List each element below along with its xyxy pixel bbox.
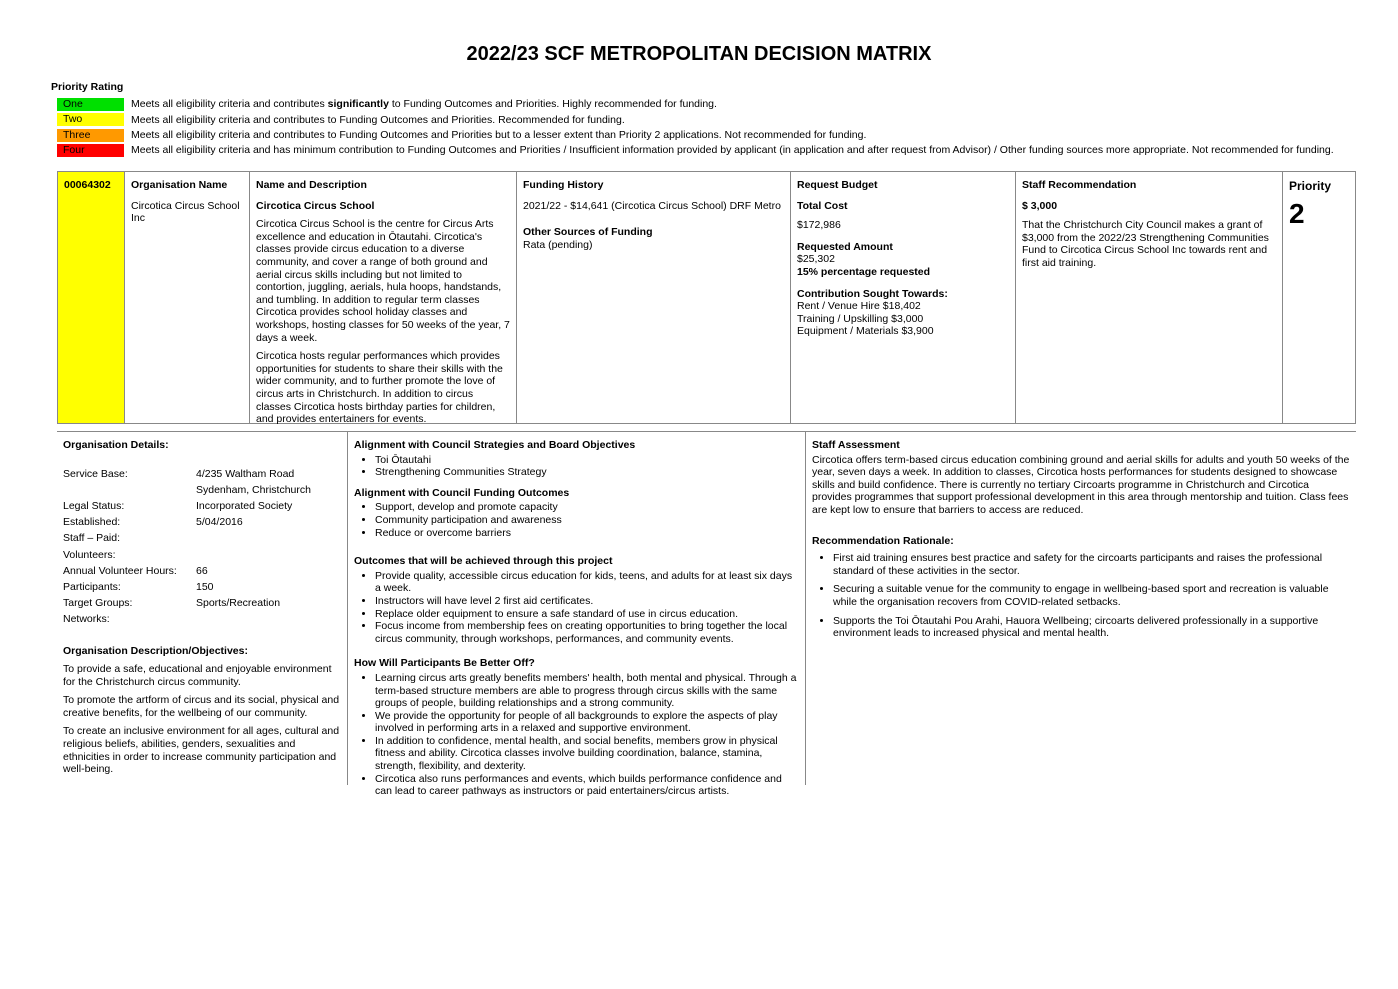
legend-row	[57, 112, 1334, 127]
detail-row	[63, 613, 341, 626]
legend-description: Meets all eligibility criteria and contributes significantly to Funding Outcomes and Priorities. Highly recommended for funding.	[131, 98, 717, 111]
list-item: • Toi Ōtautahi	[375, 454, 799, 467]
total-cost-label: Total Cost	[797, 199, 848, 212]
list-item: • Provide quality, accessible circus education for kids, teens, and adults for at least six days a week.	[375, 570, 799, 595]
requested-amount-value: $25,302	[797, 253, 835, 266]
strategies-heading: Alignment with Council Strategies and Board Objectives	[354, 439, 636, 451]
application-table	[57, 171, 1356, 424]
detail-value: 66	[196, 564, 208, 577]
list-item: • Support, develop and promote capacity	[375, 501, 799, 514]
staff-assessment-heading: Staff Assessment	[812, 439, 900, 451]
detail-label: Legal Status:	[63, 499, 125, 512]
list-item: • Replace older equipment to ensure a safe standard of use in circus education.	[375, 608, 799, 621]
page-title: 2022/23 SCF METROPOLITAN DECISION MATRIX	[466, 43, 932, 65]
legend-row	[57, 97, 1334, 112]
contribution-item: Training / Upskilling $3,000	[797, 312, 924, 325]
organisation-name-cell	[125, 172, 250, 423]
detail-value	[196, 613, 341, 626]
legend-description: Meets all eligibility criteria and contributes to Funding Outcomes and Priorities but to a lesser extent than Priority 2 applications. Not recommended for funding.	[131, 128, 867, 141]
list-item: • Securing a suitable venue for the community to engage in wellbeing-based sport and recreation is valuable while the organisation recovers from COVID-related setbacks.	[833, 583, 1350, 608]
priority-swatch: Four	[57, 144, 124, 157]
priority-header: Priority	[1289, 179, 1332, 193]
detail-row	[63, 500, 341, 513]
funding-history-line: 2021/22 - $14,641 (Circotica Circus School) DRF Metro	[523, 199, 781, 212]
detail-label: Networks:	[63, 613, 110, 626]
detail-row	[63, 565, 341, 578]
staff-recommendation-text: That the Christchurch City Council makes a grant of $3,000 from the 2022/23 Strengthening Communities Fund to Circotica Circus School Inc towards rent and first aid training.	[1022, 219, 1269, 269]
list-item: • Supports the Toi Ōtautahi Pou Arahi, Hauora Wellbeing; circoarts delivered professionally in a supportive environment leads to increased physical and mental health.	[833, 615, 1350, 640]
organisation-name-header: Organisation Name	[131, 179, 228, 191]
legend-description: Meets all eligibility criteria and has minimum contribution to Funding Outcomes and Priorities / Insufficient information provided by applicant (in application and after request from Advisor) / Other funding sources more appropriate. Not recommended for funding.	[131, 144, 1334, 157]
detail-value	[196, 532, 341, 545]
list-item: • Strengthening Communities Strategy	[375, 466, 799, 479]
detail-value: Sydenham, Christchurch	[196, 483, 311, 496]
objective: To promote the artform of circus and its social, physical and creative benefits, for the wellbeing of our community.	[63, 694, 340, 719]
staff-recommended-amount: $ 3,000	[1022, 199, 1058, 212]
funding-history-header: Funding History	[523, 179, 604, 191]
description-header: Name and Description	[256, 179, 367, 191]
alignment-section	[348, 432, 806, 798]
list-item: • Circotica also runs performances and events, which builds performance confidence and can lead to career pathways as instructors or paid entertainers/circus artists.	[375, 773, 799, 798]
priority-cell	[1283, 172, 1355, 423]
project-outcomes-list	[354, 570, 799, 646]
detail-label: Participants:	[63, 580, 121, 593]
staff-assessment-section	[806, 432, 1356, 785]
staff-recommendation-cell	[1016, 172, 1283, 423]
requested-amount-label: Requested Amount	[797, 240, 893, 253]
organisation-fields	[63, 468, 341, 626]
organisation-details	[57, 432, 348, 785]
better-off-list	[354, 672, 799, 798]
detail-label: Established:	[63, 516, 121, 529]
total-cost-value: $172,986	[797, 219, 841, 232]
detail-row	[63, 516, 341, 529]
detail-row	[63, 581, 341, 594]
list-item: • In addition to confidence, mental health, and social benefits, members grow in physical fitness and ability. Circotica classes involve building coordination, balance, stamina, strength, flexibility, and dexterity.	[375, 735, 799, 773]
list-item: • Focus income from membership fees on creating opportunities to bring together the local circus community, through workshops, performances, and community events.	[375, 620, 799, 645]
list-item: • We provide the opportunity for people of all backgrounds to explore the aspects of play involved in performing arts in a relaxed and supportive environment.	[375, 710, 799, 735]
other-sources-value: Rata (pending)	[523, 238, 593, 251]
list-item: • Reduce or overcome barriers	[375, 527, 799, 540]
detail-label	[63, 484, 196, 497]
priority-value: 2	[1289, 198, 1305, 230]
other-sources-label: Other Sources of Funding	[523, 226, 653, 239]
priority-swatch: One	[57, 98, 124, 111]
project-outcomes-heading: Outcomes that will be achieved through this project	[354, 555, 613, 568]
legend-row	[57, 128, 1334, 143]
organisation-details-heading: Organisation Details:	[63, 439, 169, 451]
staff-assessment-text: Circotica offers term-based circus education combining ground and aerial skills for adults and youth 50 weeks of the year, seven days a week. In addition to classes, Circotica hosts performances for students designed to showcase skills and build confidence. There is currently no tertiary Circoarts programme in Christchurch and Circotica provides programmes that support professional development in this area through mentorship and tuition. Class fees are kept low to ensure that barriers to access are reduced.	[812, 453, 1350, 516]
detail-label: Volunteers:	[63, 548, 116, 561]
detail-value: Sports/Recreation	[196, 597, 281, 610]
list-item: • First aid training ensures best practice and safety for the circoarts participants and raises the professional standard of these activities in the sector.	[833, 552, 1350, 577]
list-item: • Learning circus arts greatly benefits members' health, both mental and physical. Through a term-based structure members are able to progress through circus skills with the same groups of people, building relationships and a strong community.	[375, 672, 799, 710]
contribution-item: Rent / Venue Hire $18,402	[797, 300, 921, 313]
request-budget-header: Request Budget	[797, 179, 878, 191]
better-off-heading: How Will Participants Be Better Off?	[354, 657, 535, 670]
details-section	[57, 431, 1356, 798]
list-item: • Community participation and awareness	[375, 514, 799, 527]
detail-value: 4/235 Waltham Road	[196, 467, 295, 480]
priority-swatch: Two	[57, 113, 124, 126]
detail-label: Target Groups:	[63, 597, 133, 610]
detail-value: 150	[196, 580, 214, 593]
objective: To create an inclusive environment for all ages, cultural and religious beliefs, abilities, genders, sexualities and ethnicities in order to increase community participation and well-being.	[63, 725, 340, 776]
rationale-list	[812, 552, 1350, 640]
detail-value: Incorporated Society	[196, 499, 293, 512]
funding-history-cell	[517, 172, 791, 423]
detail-row	[63, 484, 341, 497]
legend-description: Meets all eligibility criteria and contributes to Funding Outcomes and Priorities. Recommended for funding.	[131, 113, 625, 126]
detail-row	[63, 532, 341, 545]
contribution-item: Equipment / Materials $3,900	[797, 325, 934, 338]
organisation-name: Circotica Circus School Inc	[131, 199, 240, 225]
priority-rating-heading: Priority Rating	[51, 81, 124, 93]
contribution-label: Contribution Sought Towards:	[797, 287, 948, 300]
organisation-description-heading: Organisation Description/Objectives:	[63, 645, 248, 658]
description-cell	[250, 172, 517, 426]
priority-legend	[57, 97, 1334, 158]
detail-row	[63, 468, 341, 481]
description-paragraph-1: Circotica Circus School is the centre for Circus Arts excellence and education in Ōtautahi. Circotica's classes provide circus education to a diverse community, and cover a range of both ground and aerial circus skills including but not limited to contortion, juggling, aerials, hula hoops, handstands, and tumbling. In addition to regular term classes Circotica provides school holiday classes and workshops, hosting classes for 50 weeks of the year, 7 days a week.	[256, 218, 510, 344]
outcomes-heading: Alignment with Council Funding Outcomes	[354, 486, 570, 499]
project-name: Circotica Circus School	[256, 199, 375, 212]
detail-label: Annual Volunteer Hours:	[63, 564, 177, 577]
application-id: 00064302	[58, 172, 125, 423]
percentage-requested: 15% percentage requested	[797, 265, 931, 278]
detail-value	[196, 549, 341, 562]
detail-label: Service Base:	[63, 467, 128, 480]
rationale-heading: Recommendation Rationale:	[812, 534, 954, 547]
list-item: • Instructors will have level 2 first aid certificates.	[375, 595, 799, 608]
legend-row	[57, 143, 1334, 158]
outcomes-list	[354, 501, 799, 539]
objective: To provide a safe, educational and enjoyable environment for the Christchurch circus community.	[63, 663, 332, 688]
detail-row	[63, 549, 341, 562]
staff-recommendation-header: Staff Recommendation	[1022, 179, 1137, 191]
detail-label: Staff – Paid:	[63, 532, 121, 545]
request-budget-cell	[791, 172, 1016, 423]
detail-row	[63, 597, 341, 610]
description-paragraph-2: Circotica hosts regular performances which provides opportunities for students to share their skills with the wider community, and to further promote the love of circus arts in Christchurch. In addition to circus classes Circotica hosts birthday parties for children, and provides entertainers for events.	[256, 350, 503, 426]
detail-value: 5/04/2016	[196, 516, 243, 529]
priority-swatch: Three	[57, 129, 124, 142]
strategies-list	[354, 454, 799, 479]
